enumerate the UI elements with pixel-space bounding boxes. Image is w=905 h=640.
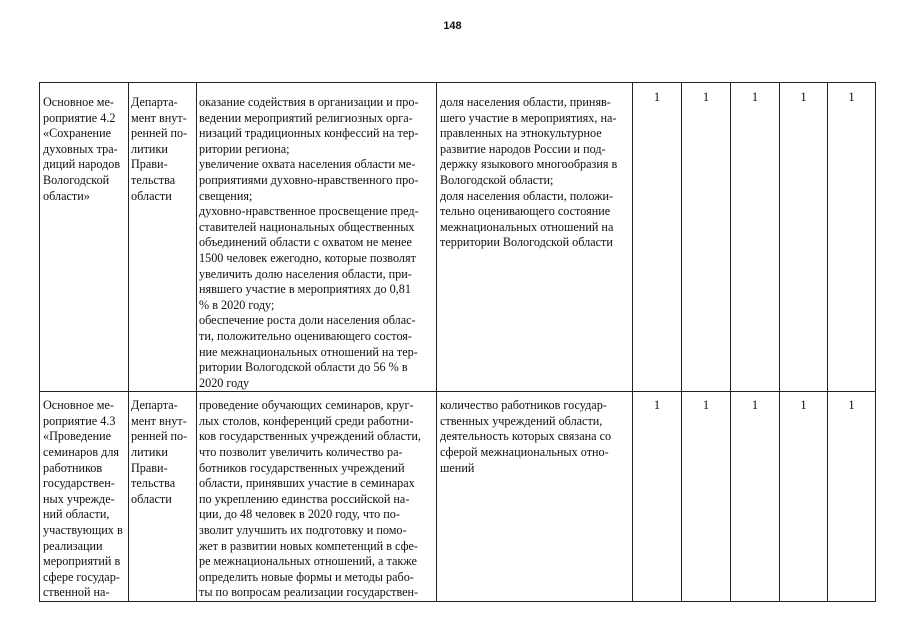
result-text: проведение обучающих семинаров, круг- лых столов, конференций среди работни- ков государственных учреждений области, что позволит увеличить количество ра- ботников государственных учреждений области, принявших участие в семинарах по укреплению единства российской на- ции, до 48 человек в 2020 году, что по- зволит улучшить их подготовку и помо- жет в развитии новых компетенций в сфе- ре межнациональных отношений, а также определить новые формы и методы рабо- ты по вопросам реализации государствен- (199, 398, 421, 600)
result-cell (197, 392, 437, 602)
executor-text: Департа- мент внут- ренней по- литики Прави- тельства области (131, 398, 188, 506)
event-cell (40, 392, 129, 602)
value-text: 1 (848, 398, 855, 413)
value-text: 1 (751, 398, 759, 413)
value-text: 1 (751, 90, 759, 104)
event-text: Основное ме- роприятие 4.3 «Проведение семинаров для работников государствен- ных учрежде- ний области, участвующих в реализации мероприятий в сфере государ- ственной на- (43, 398, 123, 600)
value-cell (633, 392, 682, 602)
program-table (39, 82, 876, 602)
indicator-cell (437, 83, 633, 392)
value-cell (780, 83, 828, 392)
page-number: 148 (443, 20, 462, 32)
table-row (40, 83, 876, 392)
value-cell (828, 392, 876, 602)
value-cell (731, 83, 780, 392)
table-row (40, 392, 876, 602)
value-cell (828, 83, 876, 392)
value-text: 1 (702, 90, 710, 104)
value-cell (731, 392, 780, 602)
value-text: 1 (653, 398, 661, 413)
event-cell (40, 83, 129, 392)
value-text: 1 (653, 90, 661, 104)
indicator-text: доля населения области, приняв- шего участие в мероприятиях, на- правленных на этнокультурное развитие народов России и под- держку языкового многообразия в Вологодской области; доля населения области, положи- тельно оценивающего состояние межнациональных отношений на территории Вологодской области (440, 95, 618, 250)
value-text: 1 (702, 398, 710, 413)
executor-text: Департа- мент внут- ренней по- литики Прави- тельства области (131, 95, 188, 203)
value-cell (633, 83, 682, 392)
value-cell (780, 392, 828, 602)
result-cell (197, 83, 437, 392)
indicator-text: количество работников государ- ственных учреждений области, деятельность которых связана со сферой межнациональных отно- шений (440, 398, 612, 475)
event-text: Основное ме- роприятие 4.2 «Сохранение духовных тра- диций народов Вологодской области» (43, 95, 121, 203)
value-cell (682, 83, 731, 392)
value-cell (682, 392, 731, 602)
value-text: 1 (848, 90, 855, 104)
indicator-cell (437, 392, 633, 602)
executor-cell (129, 83, 197, 392)
value-text: 1 (800, 90, 807, 104)
result-text: оказание содействия в организации и про- ведении мероприятий религиозных орга- низаций традиционных конфессий на тер- ритории региона; увеличение охвата населения области ме- роприятиями духовно-нравственного про- свещения; духовно-нравственное просвещение пред- ставителей национальных общественных объединений области с охватом не менее 1500 человек ежегодно, которые позволят увеличить долю населения области, при- нявшего участие в мероприятиях до 0,81 % в 2020 году; обеспечение роста доли населения облас- ти, положительно оценивающего состоя- ние межнациональных отношений на тер- ритории Вологодской области до 56 % в 2020 году (199, 95, 419, 390)
value-text: 1 (800, 398, 807, 413)
executor-cell (129, 392, 197, 602)
